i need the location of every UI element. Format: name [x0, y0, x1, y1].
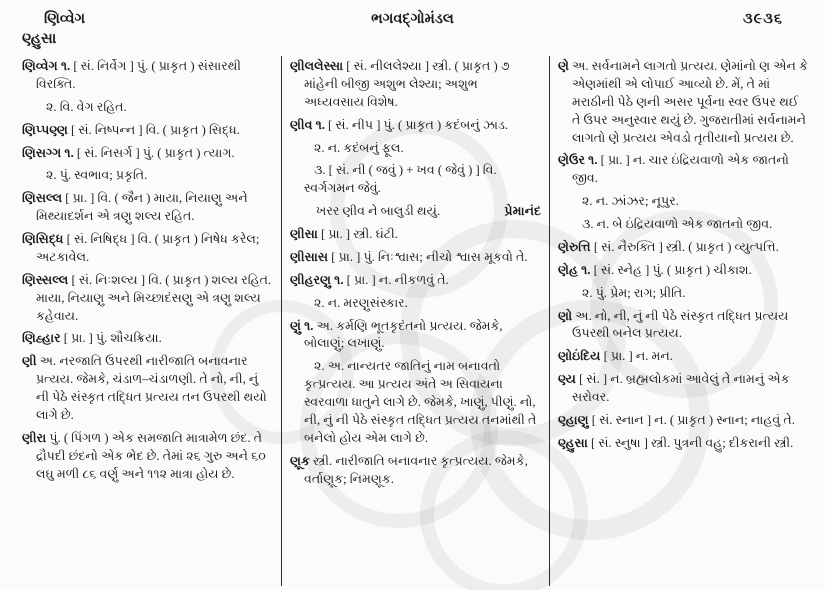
headword: ણીસાસ — [290, 249, 332, 264]
headword: ણિપ્પણ્ણ — [22, 122, 71, 137]
headword: ણીવ ૧. — [290, 117, 329, 132]
dictionary-entry: ણિપ્પણ્ણ [ સં. નિષ્પન્ન ] વિ. ( પ્રાકૃત ) સિદ્ધ. — [22, 122, 240, 137]
headword: ણિસ્સલ્લ — [22, 272, 72, 287]
dictionary-entry: ણો અ. નો, ની, નું ની પેઠે સંસ્કૃત તદ્ધિત પ્રત્યય ઉપરથી બનેલ પ્રત્યય. — [558, 308, 789, 341]
text-columns — [14, 56, 817, 586]
headword: ણીહરણુ ૧. — [290, 272, 347, 287]
sub-sense: ૨. પું. સ્વભાવ; પ્રકૃતિ. — [46, 168, 148, 183]
sub-sense: ૨. ન. મરણુસંસ્કાર. — [314, 295, 408, 310]
headword: ણૂક — [290, 453, 314, 468]
headword: ણિહ્હાર — [22, 331, 64, 346]
dictionary-entry: ણૂક સ્ત્રી. નારીજાતિ બનાવનાર કૃત્પ્રત્યય. જેમકે, વર્તાણૂક; નિમણૂક. — [290, 453, 528, 486]
guide-word-last: ણ્હુસા — [22, 31, 57, 47]
dictionary-entry: ણેરુત્તિ [ સં. નૈરુક્તિ ] સ્ત્રી. ( પ્રાકૃત ) વ્યુત્પત્તિ. — [558, 239, 779, 254]
dictionary-entry: ણિસ્સલ્લ [ સં. નિઃશલ્ય ] વિ. ( પ્રાકૃત ) શલ્ય રહિત. માયા, નિયાણુ અને મિચ્છાદંસણુ એ ત્રણુ શલ્ય કહેવાય. — [22, 272, 272, 323]
headword: ણીસા — [290, 227, 322, 241]
dictionary-entry: ણીહરણુ ૧. [ પ્રા. ] ન. નીકળવું તે. — [290, 272, 449, 287]
citation-line: પ્રેમાનંદ ખરર ણીવ ને બાલુડી થયું. — [290, 203, 541, 221]
page-number: ૩૯૩૬ — [742, 11, 783, 27]
dictionary-entry: ણેઉર ૧. [ પ્રા. ] ન. ચાર ઇંદ્રિયવાળો એક જાતનો જીવ. — [558, 153, 789, 186]
sub-sense: ૩. [ સં. ની ( જવું ) + ખવ ( જેવું ) ] વિ. સ્વર્ગગમન જેવું. — [304, 163, 497, 196]
sub-sense: ૨. પું. પ્રેમ; રાગ; પ્રીતિ. — [582, 285, 686, 300]
sub-sense: ૨. ન. કદંબનું ફૂલ. — [314, 140, 404, 155]
dictionary-entry: ણ્હુસા [ સં. સ્નુષા ] સ્ત્રી. પુત્રની વહુ; દીકરાની સ્ત્રી. — [558, 435, 794, 450]
dictionary-entry: ણીવ ૧. [ સં. નીપ ] પું. ( પ્રાકૃત ) કદંબનું ઝાડ. — [290, 117, 509, 132]
headword: ણિવ્વેગ ૧. — [22, 59, 74, 73]
sub-sense: ૨. ન. ઝાંઝર; નૂપુર. — [582, 194, 679, 209]
dictionary-entry: ણિસિદ્ધ [ સં. નિષિદ્ધ ] વિ. ( પ્રાકૃત ) નિષેધ કરેલ; અટકાવેલ. — [22, 232, 260, 264]
dictionary-entry: ણિસગ્ગ ૧. [ સં. નિસર્ગ ] પું. ( પ્રાકૃત ) ત્યાગ. — [22, 145, 235, 160]
headword: ણે — [558, 59, 573, 73]
dictionary-entry: ણીસા [ પ્રા. ] સ્ત્રી. ઘંટી. — [290, 227, 398, 241]
dictionary-entry: ણિસલ્લ [ પ્રા. ] વિ. ( જૈન ) માયા, નિયાણુ અને મિથ્યાદર્શન એ ત્રણુ શલ્ય રહિત. — [22, 191, 248, 224]
dictionary-entry: ણેહ ૧. [ સં. સ્નેહ ] પું. ( પ્રાકૃત ) ચીકાશ. — [558, 262, 752, 277]
citation-author: પ્રેમાનંદ — [504, 204, 541, 219]
sub-sense: ૩. ન. બે ઇંદ્રિયવાળો એક જાતનો જીવ. — [582, 217, 773, 231]
dictionary-entry: ણ્હાણુ [ સં. સ્નાન ] ન. ( પ્રાકૃત ) સ્નાન; નાહવું તે. — [558, 412, 795, 427]
book-title: ભગવદ્ગોમંડલ — [371, 11, 454, 27]
column-2 — [282, 56, 550, 586]
headword: ણો — [558, 308, 576, 323]
dictionary-entry: ણીરા પું. ( પિંગળ ) એક સમજાતિ માત્રામેળ છંદ. તે દ્રૌપદી છંદનો એક ભેદ છે. તેમાં ૨૬ ગુરુ અને ૬૦ લઘુ મળી ૮૬ વર્ણુ અને ૧૧૨ માત્રા હોય છે. — [22, 430, 266, 481]
headword: ણ્ય — [558, 372, 580, 387]
headword: ણિસગ્ગ ૧. — [22, 145, 77, 160]
running-head — [0, 0, 825, 56]
dictionary-entry: ણ્ય [ સં. ] ન. બ્રહ્મલોકમાં આવેલું તે નામનું એક સરોવર. — [558, 372, 790, 404]
headword: ણ્હાણુ — [558, 412, 592, 427]
sub-sense: ૨. વિ. વેગ રહિત. — [46, 99, 127, 114]
dictionary-entry: ણી અ. નરજાતિ ઉપરથી નારીજાતિ બનાવનાર પ્રત્યય. જેમકે, ચંડાળ–ચંડાળણી. તે નો, ની, નું ની પેઠે સંસ્કૃત તદ્ધિત પ્રત્યય તન ઉપરથી થયો લાગે છે. — [22, 354, 267, 422]
dictionary-entry: ણીસાસ [ પ્રા. ] પું. નિઃશ્વાસ; નીચો શ્વાસ મૂકવો તે. — [290, 249, 528, 264]
headword: ણું ૧. — [290, 318, 317, 333]
dictionary-entry: ણું ૧. અ. કર્મણિ ભૂતકૃદંતનો પ્રત્યય. જેમકે, બોલાણું; લખાણું. — [290, 318, 503, 351]
headword: ણોઇંદિય — [558, 349, 604, 364]
sub-sense: ૨. અ. નાન્યતર જાતિનું નામ બનાવતો કૃત્પ્રત્યય. આ પ્રત્યય અંતે અ સિવાયના સ્વરવાળા ધાતુને લાગે છે. જેમકે, ખાણું, પીણું. નો, ની, નું ની પેઠે સંસ્કૃત તદ્ધિત પ્રત્યય તનમાંથી તે બનેલો હોય એમ લાગે છે. — [304, 359, 537, 445]
guide-word-first: ણિવ્વેગ — [44, 11, 86, 27]
headword: ણીરા — [22, 430, 50, 445]
dictionary-entry: ણોઇંદિય [ પ્રા. ] ન. મન. — [558, 349, 673, 364]
headword: ણેહ ૧. — [558, 262, 594, 277]
headword: ણ્હુસા — [558, 435, 591, 450]
dictionary-entry: ણે અ. સર્વનામને લાગતો પ્રત્યય. ણેમાંનો ણ એન કે એણમાંથી એ લોપાઈ આવ્યો છે. મેં, તે માં મરાઠીની પેઠે ણની અસર પૂર્વના સ્વર ઉપર થઈ તે ઉપર અનુસ્વાર થયું છે. ગુજરાતીમાં સર્વનામને લાગતો ણે પ્રત્યય એવડો તૃતીયાનો પ્રત્યય છે. — [558, 59, 808, 145]
column-1 — [14, 56, 282, 586]
headword: ણિસલ્લ — [22, 191, 66, 206]
column-3 — [550, 56, 817, 586]
dictionary-entry: ણિહ્હાર [ પ્રા. ] પું. શૌચક્રિયા. — [22, 331, 162, 346]
headword: ણેરુત્તિ — [558, 239, 594, 254]
headword: ણીલલેસ્સા — [290, 59, 347, 73]
headword: ણી — [22, 354, 40, 369]
headword: ણેઉર ૧. — [558, 153, 601, 168]
dictionary-entry: ણિવ્વેગ ૧. [ સં. નિર્વેગ ] પું. ( પ્રાકૃત ) સંસારથી વિરક્તિ. — [22, 59, 241, 91]
dictionary-entry: ણીલલેસ્સા [ સં. નીલલેશ્યા ] સ્ત્રી. ( પ્રાકૃત ) ૭ માંહેની બીજી અશુભ લેશ્યા; અશુભ અધ્યવસાય વિશેષ. — [290, 59, 510, 109]
headword: ણિસિદ્ધ — [22, 232, 67, 246]
